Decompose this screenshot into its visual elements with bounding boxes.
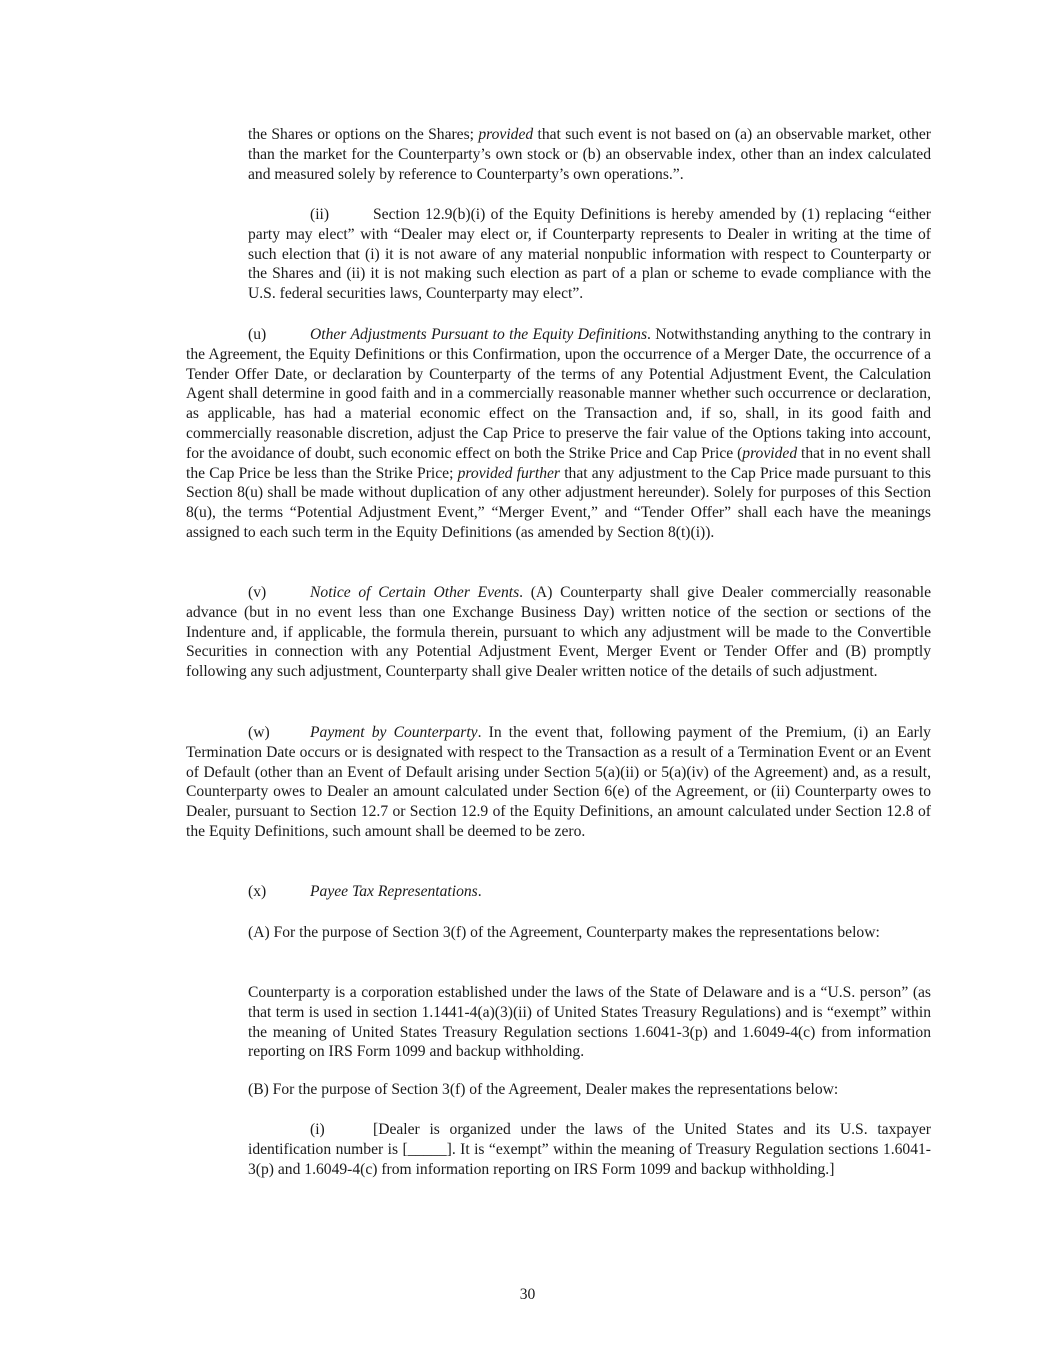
clause-heading: Payment by Counterparty (310, 724, 478, 741)
text-run: . (477, 883, 482, 900)
clause-label: (v) (248, 584, 267, 601)
text-run: the Shares or options on the Shares; (248, 126, 479, 143)
italic-provided: provided (742, 444, 798, 462)
page-number: 30 (519, 1286, 536, 1303)
text-run: that any adjustment to the Cap Price made pursuant to this Section 8(u) shall be made without duplication of any other adjustment hereunder). Solely for purposes of this Section 8(u), the terms “Potential Adjustment Event,” “Merger Event,” and “Tender Offer” shall each have the meanings assigned to each such term in the Equity Definitions (as amended by Section 8(t)(i)). (186, 464, 931, 541)
paragraph-x-B: (B) For the purpose of Section 3(f) of the Agreement, Dealer makes the representations below: (248, 1081, 839, 1098)
italic-provided-further: provided further (457, 464, 560, 482)
italic-provided: provided (478, 126, 534, 143)
paragraph-v (186, 583, 931, 682)
paragraph-t-ii (248, 205, 931, 304)
text-run: . (A) Counterparty shall give Dealer commercially reasonable advance (but in no event less than one Exchange Business Day) written notice of the section or sections of the Indenture and, if applicable, the formula therein, pursuant to which any adjustment will be made to the Convertible Securities in connection with any Potential Adjustment Event, Merger Event or Tender Offer and (B) promptly following any such adjustment, Counterparty shall give Dealer written notice of the details of such adjustment. (186, 584, 931, 681)
clause-heading: Other Adjustments Pursuant to the Equity Definitions (310, 326, 648, 343)
clause-heading: Payee Tax Representations (310, 883, 478, 900)
clause-label: (w) (248, 724, 270, 741)
clause-heading: Notice of Certain Other Events (310, 584, 520, 601)
text-run: . Notwithstanding anything to the contrary in the Agreement, the Equity Definitions or this Confirmation, upon the occurrence of a Merger Date, the occurrence of a Tender Offer Date, or declaration by Counterparty of the terms of any Potential Adjustment Event, the Calculation Agent shall determine in good faith and in a commercially reasonable manner whether such occurrence or declaration, as applicable, has had a material economic effect on the Transaction and, if so, shall, in its good faith and commercially reasonable discretion, adjust the Cap Price to preserve the fair value of the Options taking into account, for the avoidance of doubt, such economic effect on both the Strike Price and Cap Price ( (186, 326, 932, 462)
text-run: that such event is not based on (a) an observable market, other than the market for the Counterparty’s own stock or (b) an observable index, other than an index calculated and measured solely by reference to Counterparty’s own operations.”. (248, 126, 931, 183)
paragraph-x-A: (A) For the purpose of Section 3(f) of the Agreement, Counterparty makes the representations below: (248, 924, 880, 941)
clause-label: (x) (248, 883, 267, 900)
text-run: that in no event shall the Cap Price be less than the Strike Price; (186, 444, 931, 482)
paragraph-x-B-i (248, 1120, 931, 1179)
clause-label: (i) (310, 1121, 325, 1138)
paragraph-u (186, 325, 931, 543)
paragraph-x (248, 882, 931, 902)
paragraph-w (186, 723, 931, 842)
clause-label: (ii) (310, 206, 330, 223)
clause-text: [Dealer is organized under the laws of the United States and its U.S. taxpayer identification number is [_____]. It is “exempt” within the meaning of Treasury Regulation sections 1.6041-3(p) and 1.6049-4(c) from information reporting on IRS Form 1099 and backup withholding.] (248, 1121, 931, 1178)
clause-text: Section 12.9(b)(i) of the Equity Definitions is hereby amended by (1) replacing “either party may elect” with “Dealer may elect or, if Counterparty represents to Dealer in writing at the time of such election that (i) it is not aware of any material nonpublic information with respect to Counterparty or the Shares and (ii) it is not making such election as part of a plan or scheme to evade compliance with the U.S. federal securities laws, Counterparty may elect”. (248, 206, 931, 303)
paragraph-x-A-body: Counterparty is a corporation established under the laws of the State of Delaware and is a “U.S. person” (as that term is used in section 1.1441-4(a)(3)(ii) of United States Treasury Regulations) and is “exempt” within the meaning of United States Treasury Regulation sections 1.6041-3(p) and 1.6049-4(c) from information reporting on IRS Form 1099 and backup withholding. (248, 984, 931, 1061)
text-run: . In the event that, following payment of the Premium, (i) an Early Termination Date occurs or is designated with respect to the Transaction as a result of a Termination Event or an Event of Default (other than an Event of Default arising under Section 5(a)(ii) or 5(a)(iv) of the Agreement) and, as a result, Counterparty owes to Dealer an amount calculated under Section 6(e) of the Agreement, or (ii) Counterparty owes to Dealer, pursuant to Section 12.7 or Section 12.9 of the Equity Definitions, an amount calculated under Section 12.8 of the Equity Definitions, such amount shall be deemed to be zero. (186, 724, 931, 840)
clause-label: (u) (248, 326, 267, 343)
paragraph-t-continuation (248, 125, 931, 184)
